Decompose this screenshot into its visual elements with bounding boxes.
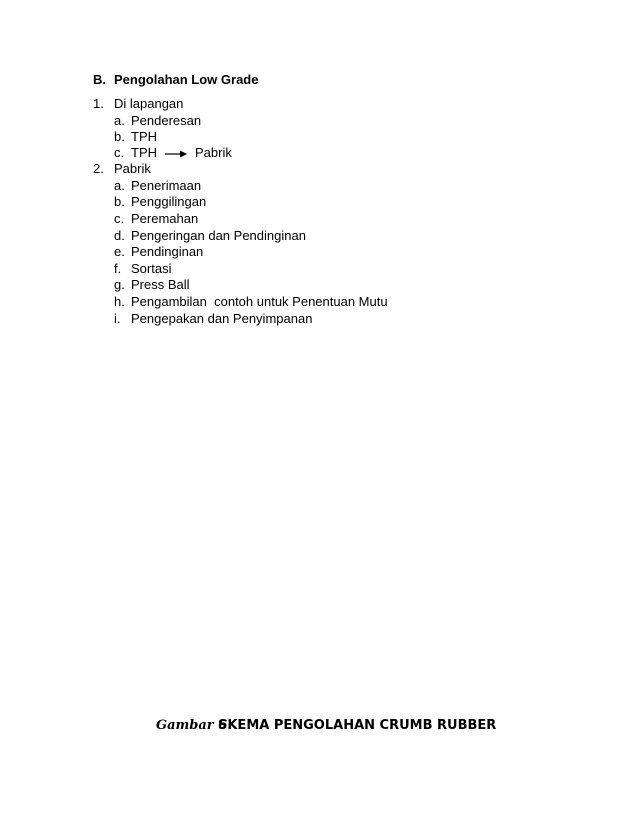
list-number: 2. xyxy=(93,161,104,176)
sub-item xyxy=(114,211,198,227)
sub-item xyxy=(114,261,171,277)
sub-text: Pengambilan contoh untuk Penentuan Mutu xyxy=(131,294,388,309)
sub-letter: i. xyxy=(114,311,121,326)
sub-letter: e. xyxy=(114,244,125,259)
list-label: Di lapangan xyxy=(114,96,184,111)
sub-text: Penderesan xyxy=(131,113,202,128)
sub-text: Pendinginan xyxy=(131,244,204,259)
section-heading xyxy=(93,72,258,87)
sub-letter: d. xyxy=(114,228,125,243)
sub-item xyxy=(114,294,388,310)
sub-item xyxy=(114,194,206,210)
sub-item xyxy=(114,228,306,244)
caption-label: Gambar 6. xyxy=(156,718,232,733)
sub-item xyxy=(114,311,312,327)
sub-text: Penerimaan xyxy=(131,178,202,193)
sub-item xyxy=(114,244,203,260)
section-title: Pengolahan Low Grade xyxy=(114,72,259,87)
sub-letter: a. xyxy=(114,178,125,193)
sub-letter: h. xyxy=(114,294,125,309)
sub-item xyxy=(114,113,201,129)
sub-item xyxy=(114,129,157,145)
sub-letter: b. xyxy=(114,194,125,209)
sub-item xyxy=(114,277,190,293)
sub-text: Sortasi xyxy=(131,261,172,276)
sub-letter: f. xyxy=(114,261,122,276)
flow-to: Pabrik xyxy=(195,145,232,160)
flow-item xyxy=(114,145,232,162)
right-arrow-icon xyxy=(165,146,187,162)
sub-item xyxy=(114,178,201,194)
sub-letter: a. xyxy=(114,113,125,128)
list-number: 1. xyxy=(93,96,104,111)
sub-text: Penggilingan xyxy=(131,194,207,209)
sub-text: TPH xyxy=(131,129,157,144)
flow-from: TPH xyxy=(131,145,157,160)
section-letter: B. xyxy=(93,72,106,87)
sub-letter: g. xyxy=(114,277,125,292)
sub-text: Pengeringan dan Pendinginan xyxy=(131,228,306,243)
list-label: Pabrik xyxy=(114,161,151,176)
figure-caption xyxy=(156,716,496,734)
sub-letter: b. xyxy=(114,129,125,144)
sub-letter: c. xyxy=(114,145,125,160)
sub-text: Pengepakan dan Penyimpanan xyxy=(131,311,313,326)
sub-letter: c. xyxy=(114,211,125,226)
sub-text: Press Ball xyxy=(131,277,190,292)
list-item-2 xyxy=(93,161,151,177)
caption-title: SKEMA PENGOLAHAN CRUMB RUBBER xyxy=(218,718,497,733)
list-item-1 xyxy=(93,96,183,112)
sub-text: Peremahan xyxy=(131,211,199,226)
